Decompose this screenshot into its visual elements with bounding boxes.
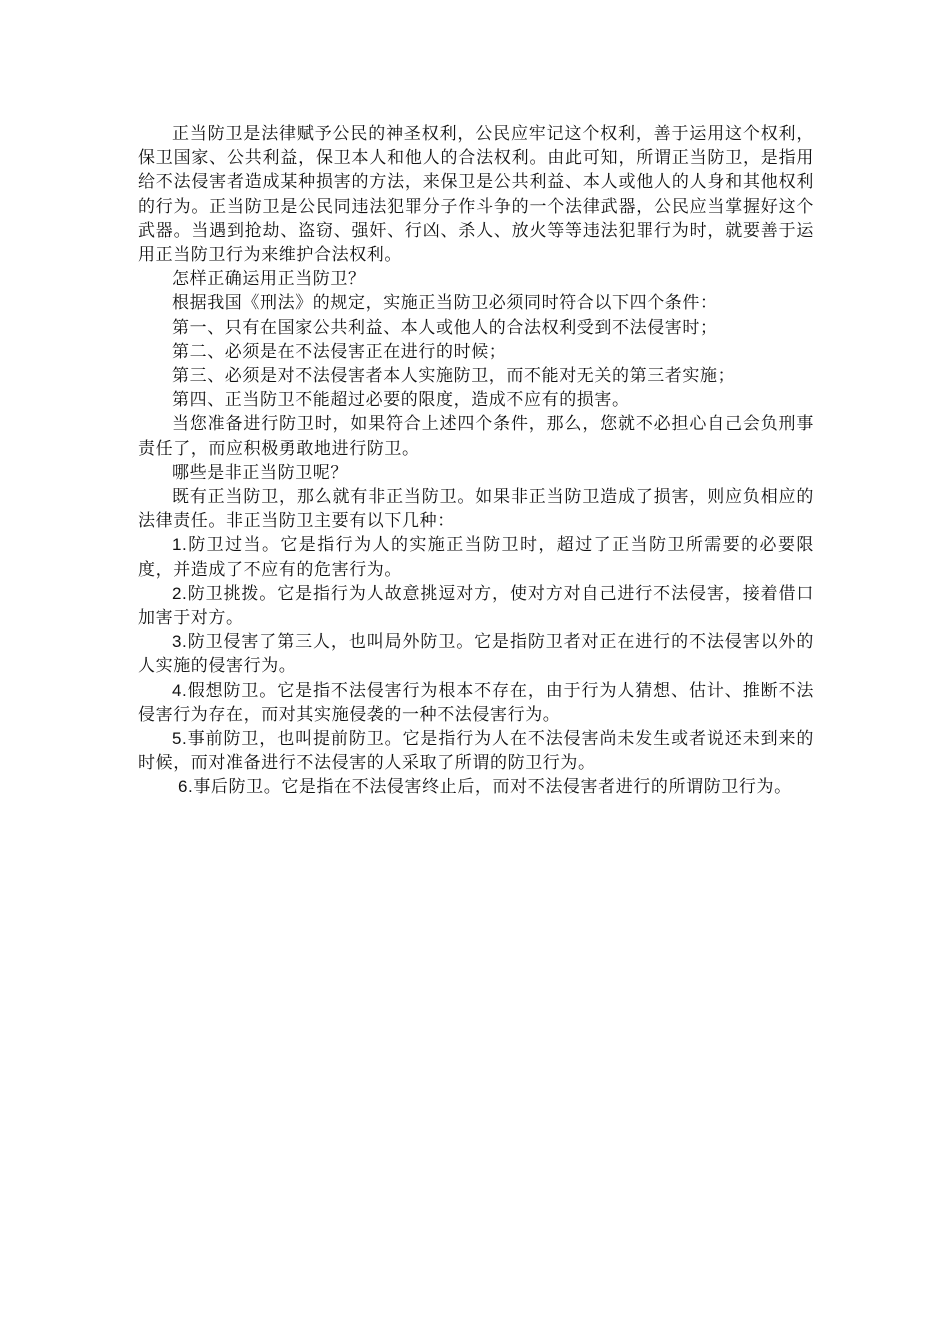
list-item-text: 假想防卫。它是指不法侵害行为根本不存在，由于行为人猜想、估计、推断不法侵害行为存在，而对其实施侵袭的一种不法侵害行为。 bbox=[138, 680, 814, 725]
list-item bbox=[138, 533, 814, 581]
list-item bbox=[138, 775, 814, 799]
paragraph-question-how: 怎样正确运用正当防卫？ bbox=[172, 269, 366, 290]
list-item bbox=[138, 582, 814, 630]
list-item bbox=[138, 630, 814, 678]
list-item-number: 5. bbox=[172, 729, 188, 749]
list-item-text: 防卫挑拨。它是指行为人故意挑逗对方，使对方对自己进行不法侵害，接着借口加害于对方。 bbox=[138, 583, 814, 629]
list-item-text: 事前防卫，也叫提前防卫。它是指行为人在不法侵害尚未发生或者说还未到来的时候，而对准备进行不法侵害的人采取了所谓的防卫行为。 bbox=[138, 729, 814, 774]
paragraph-condition-1: 第一、只有在国家公共利益、本人或他人的合法权利受到不法侵害时； bbox=[172, 317, 718, 338]
list-item bbox=[138, 679, 814, 727]
paragraph-question-non: 哪些是非正当防卫呢？ bbox=[172, 462, 348, 483]
paragraph-condition-2: 第二、必须是在不法侵害正在进行的时候； bbox=[172, 341, 507, 362]
paragraph-condition-3: 第三、必须是对不法侵害者本人实施防卫，而不能对无关的第三者实施； bbox=[172, 366, 736, 387]
list-item-number: 2. bbox=[172, 583, 188, 603]
list-item-text: 防卫侵害了第三人，也叫局外防卫。它是指防卫者对正在进行的不法侵害以外的人实施的侵害行为。 bbox=[138, 632, 814, 677]
paragraph-condition-4: 第四、正当防卫不能超过必要的限度，造成不应有的损害。 bbox=[172, 390, 630, 411]
paragraph-conditions-lead: 根据我国《刑法》的规定，实施正当防卫必须同时符合以下四个条件： bbox=[172, 293, 718, 314]
list-item-number: 1. bbox=[172, 535, 188, 555]
list-item-text: 防卫过当。它是指行为人的实施正当防卫时，超过了正当防卫所需要的必要限度，并造成了不应有的危害行为。 bbox=[138, 535, 814, 580]
list-item-text: 事后防卫。它是指在不法侵害终止后，而对不法侵害者进行的所谓防卫行为。 bbox=[193, 777, 792, 798]
list-item-number: 3. bbox=[172, 632, 188, 652]
list-item-number: 4. bbox=[172, 680, 188, 700]
paragraph-advice: 当您准备进行防卫时，如果符合上述四个条件，那么，您就不必担心自己会负刑事责任了，而应积极勇敢地进行防卫。 bbox=[138, 414, 814, 459]
document-body bbox=[138, 122, 814, 800]
paragraph-non-lead: 既有正当防卫，那么就有非正当防卫。如果非正当防卫造成了损害，则应负相应的法律责任。非正当防卫主要有以下几种： bbox=[138, 487, 814, 532]
paragraph-intro: 正当防卫是法律赋予公民的神圣权利，公民应牢记这个权利，善于运用这个权利，保卫国家、公共利益，保卫本人和他人的合法权利。由此可知，所谓正当防卫，是指用给不法侵害者造成某种损害的方法，来保卫是公共利益、本人或他人的人身和其他权利的行为。正当防卫是公民同违法犯罪分子作斗争的一个法律武器，公民应当掌握好这个武器。当遇到抢劫、盗窃、强奸、行凶、杀人、放火等等违法犯罪行为时，就要善于运用正当防卫行为来维护合法权利。 bbox=[138, 124, 814, 266]
list-item-number: 6. bbox=[177, 777, 194, 797]
list-item bbox=[138, 727, 814, 775]
